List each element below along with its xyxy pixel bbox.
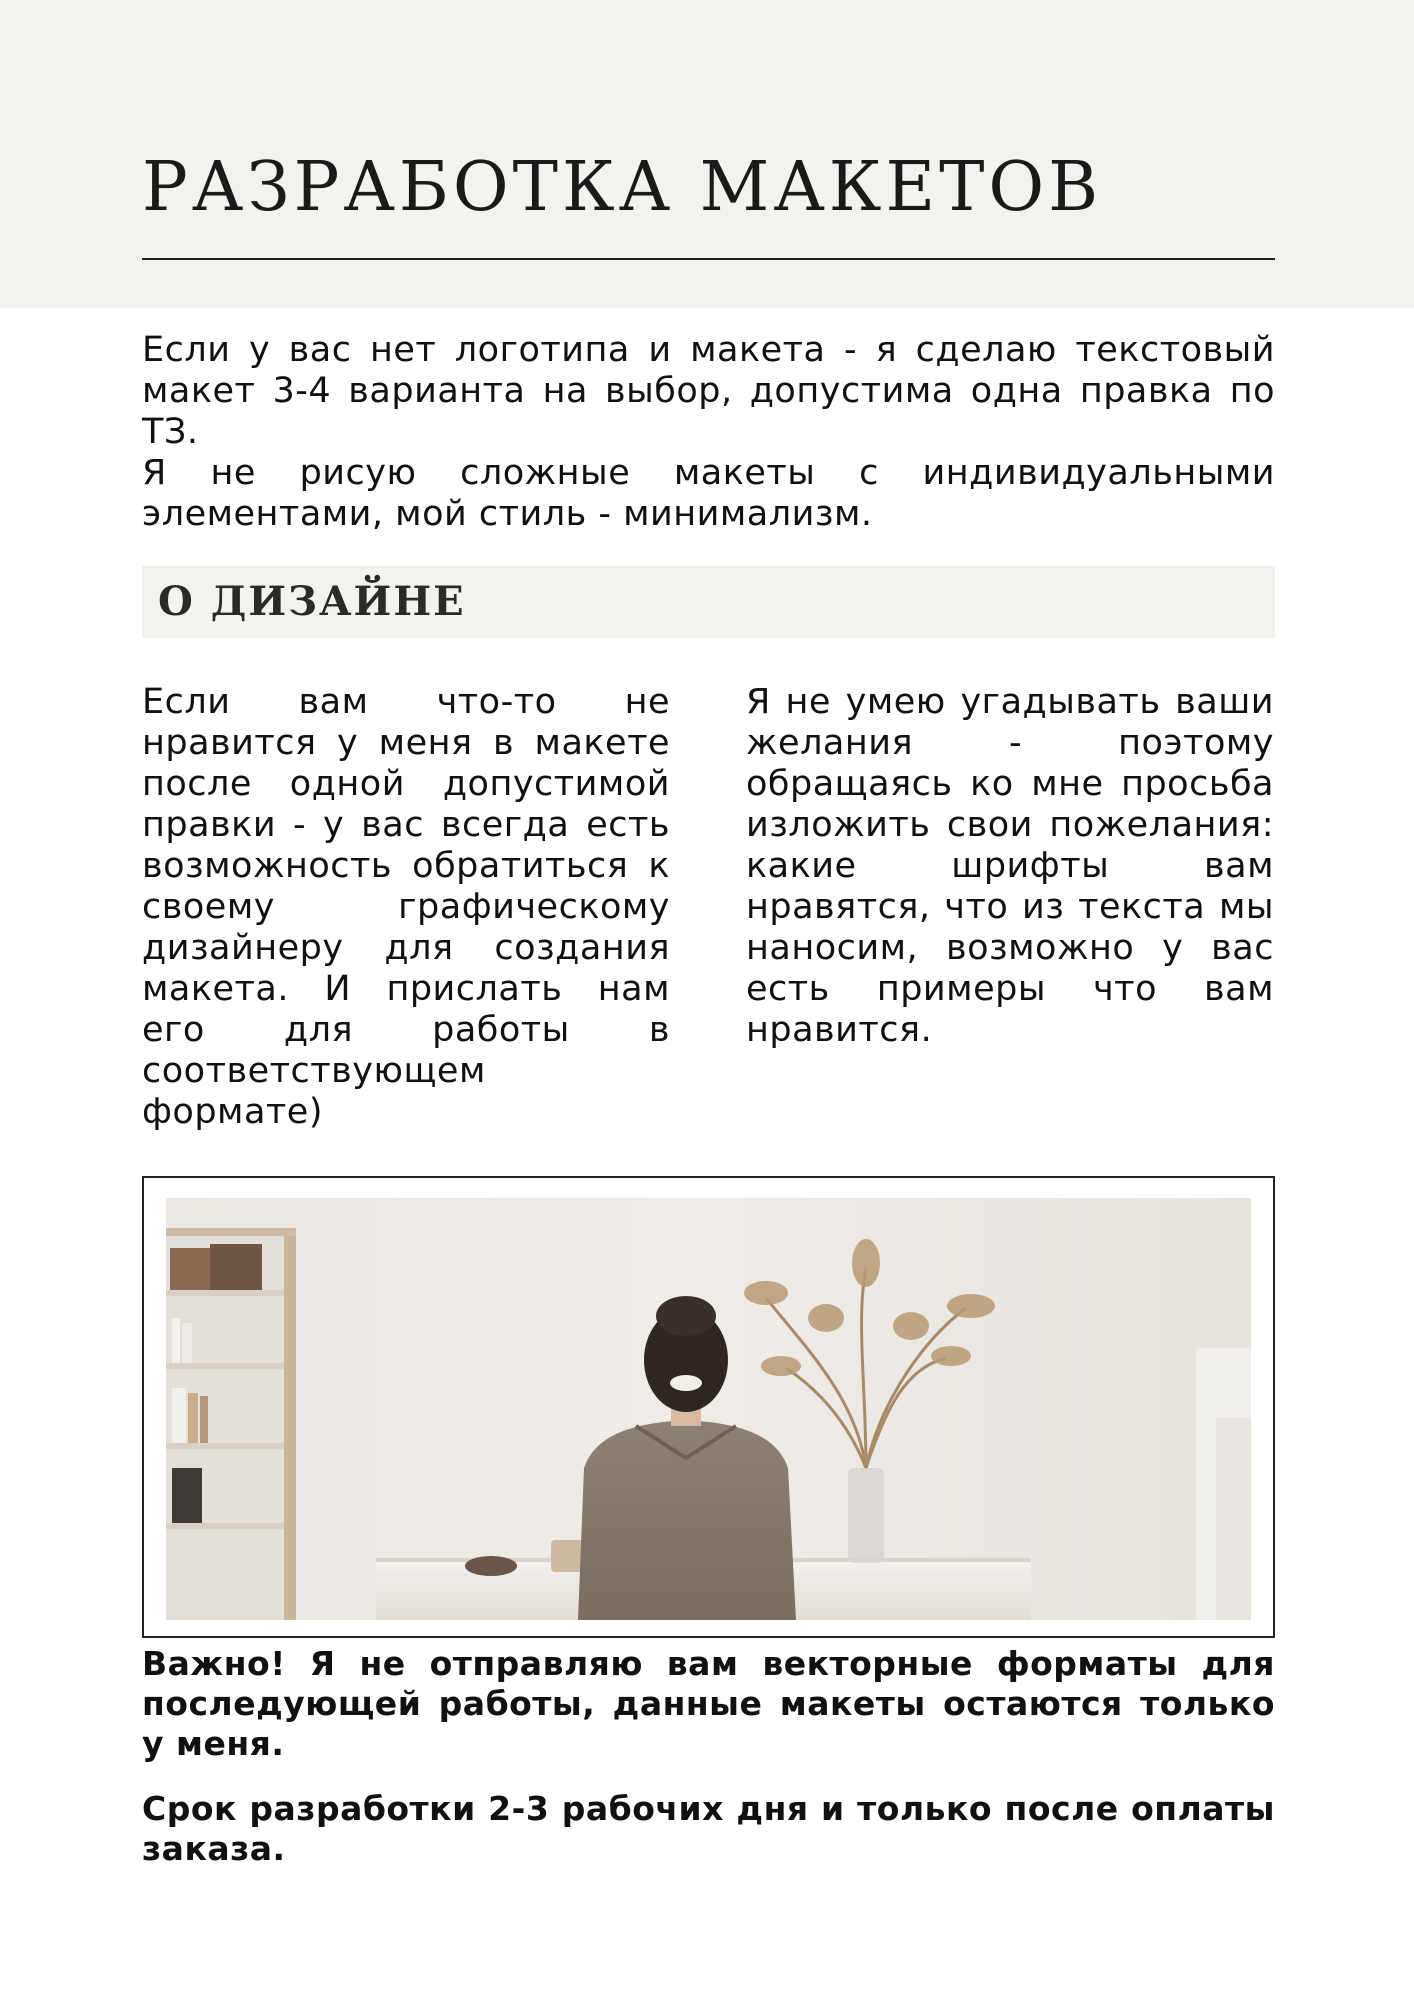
important-note: Важно! Я не отправляю вам векторные форматы для последующей работы, данные макеты остаются только у меня. [142,1644,1275,1763]
page-title: РАЗРАБОТКА МАКЕТОВ [142,148,1103,227]
intro-paragraph-1: Если у вас нет логотипа и макета - я сделаю текстовый макет 3-4 варианта на выбор, допустима одна правка по ТЗ. [142,330,1275,452]
deadline-note: Срок разработки 2-3 рабочих дня и только после оплаты заказа. [142,1789,1275,1868]
section-heading-band [142,566,1275,638]
section-title: О ДИЗАЙНЕ [158,578,466,625]
photo-woman-at-desk [166,1198,1251,1620]
intro-text [142,330,1275,535]
column-right-text: Я не умею угадывать ваши желания - поэтому обращаясь ко мне просьба изложить свои пожелания: какие шрифты вам нравятся, что из текста мы наносим, возможно у вас есть примеры что вам нравится. [746,682,1274,1050]
photo-frame [142,1176,1275,1638]
title-divider [142,258,1275,260]
column-left-text: Если вам что-то не нравится у меня в макете после одной допустимой правки - у вас всегда есть возможность обратиться к своему графическому дизайнеру для создания макета. И прислать нам его для работы в соответствующем формате) [142,682,670,1132]
intro-paragraph-2: Я не рисую сложные макеты с индивидуальными элементами, мой стиль - минимализм. [142,453,1275,534]
